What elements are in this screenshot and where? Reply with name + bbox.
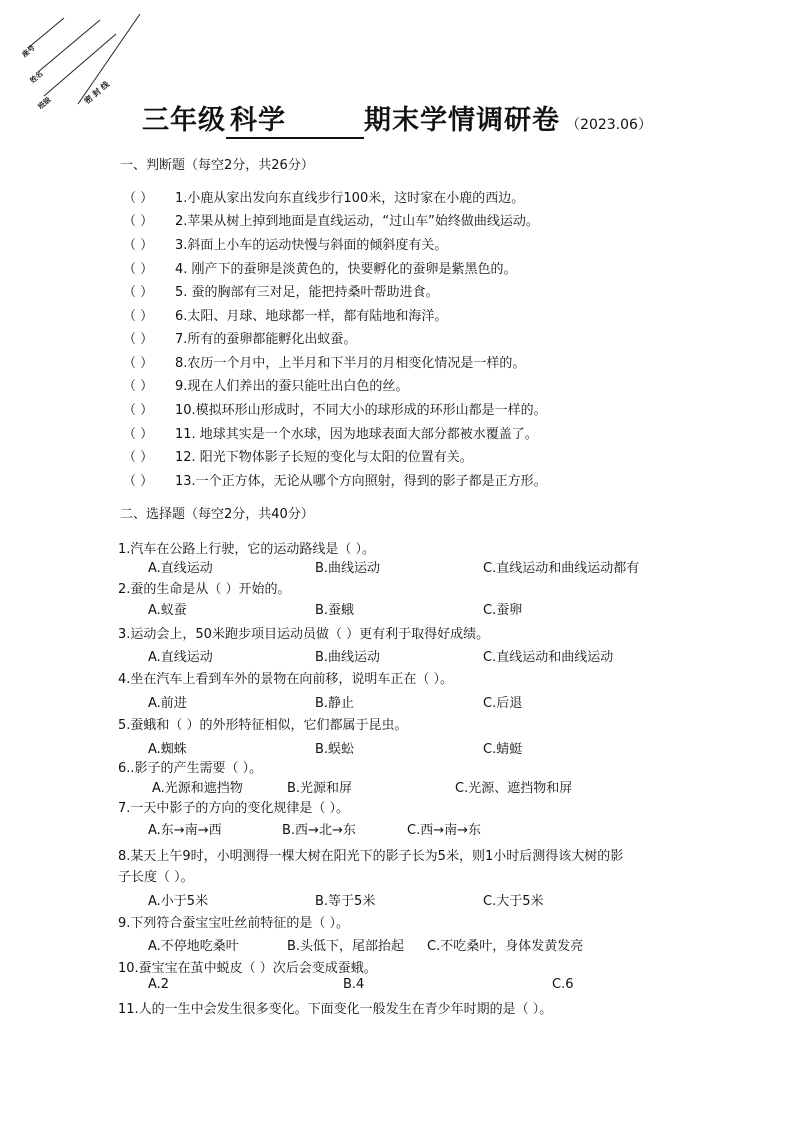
option-c[interactable]: C.后退 xyxy=(483,696,523,711)
option-a[interactable]: A.2 xyxy=(148,977,170,992)
answer-blank[interactable]: （ ） xyxy=(123,356,154,371)
option-a[interactable]: A.直线运动 xyxy=(148,650,213,665)
option-c[interactable]: C.大于5米 xyxy=(483,894,544,909)
option-c[interactable]: C.蚕卵 xyxy=(483,603,523,618)
answer-blank[interactable]: （ ） xyxy=(123,214,154,229)
answer-blank[interactable]: （ ） xyxy=(123,285,154,300)
judge-item: （ ） 8.农历一个月中，上半月和下半月的月相变化情况是一样的。 xyxy=(123,352,525,371)
option-b[interactable]: B.光源和屏 xyxy=(287,781,353,796)
judge-item: （ ） 12. 阳光下物体影子长短的变化与太阳的位置有关。 xyxy=(123,446,473,465)
section2-title: 二、选择题（每空2分，共40分） xyxy=(120,507,314,522)
option-c[interactable]: C.直线运动和曲线运动 xyxy=(483,650,614,665)
option-b[interactable]: B.曲线运动 xyxy=(315,650,381,665)
judge-item: （ ） 4. 刚产下的蚕卵是淡黄色的，快要孵化的蚕卵是紫黑色的。 xyxy=(123,258,517,277)
judge-item: （ ） 9.现在人们养出的蚕只能吐出白色的丝。 xyxy=(123,375,408,394)
answer-blank[interactable]: （ ） xyxy=(123,262,154,277)
judge-item: （ ） 3.斜面上小车的运动快慢与斜面的倾斜度有关。 xyxy=(123,234,447,253)
option-a[interactable]: A.蚁蚕 xyxy=(148,603,187,618)
answer-blank[interactable]: （ ） xyxy=(123,332,154,347)
judge-item: （ ） 13.一个正方体，无论从哪个方向照射，得到的影子都是正方形。 xyxy=(123,470,547,489)
question-stem-continued: 子长度（ ）。 xyxy=(118,870,194,885)
exam-title xyxy=(0,98,794,139)
option-c[interactable]: C.直线运动和曲线运动都有 xyxy=(483,561,640,576)
question-stem: 10.蚕宝宝在茧中蜕皮（ ）次后会变成蚕蛾。 xyxy=(118,961,377,976)
question-stem: 5.蚕蛾和（ ）的外形特征相似，它们都属于昆虫。 xyxy=(118,718,408,733)
option-b[interactable]: B.蜈蚣 xyxy=(315,742,355,757)
question-stem: 1.汽车在公路上行驶，它的运动路线是（ ）。 xyxy=(118,542,376,557)
question-stem: 4.坐在汽车上看到车外的景物在向前移，说明车正在（ ）。 xyxy=(118,672,454,687)
option-b[interactable]: B.4 xyxy=(343,977,365,992)
option-b[interactable]: B.头低下，尾部抬起 xyxy=(287,939,405,954)
option-b[interactable]: B.西→北→东 xyxy=(282,823,356,838)
option-a[interactable]: A.直线运动 xyxy=(148,561,213,576)
question-stem: 6..影子的产生需要（ ）。 xyxy=(118,761,263,776)
question-stem: 2.蚕的生命是从（ ）开始的。 xyxy=(118,582,291,597)
answer-blank[interactable]: （ ） xyxy=(123,191,154,206)
class-label: 班级 xyxy=(36,95,53,111)
option-c[interactable]: C.不吃桑叶，身体发黄发亮 xyxy=(427,939,584,954)
option-b[interactable]: B.静止 xyxy=(315,696,355,711)
question-stem: 8.某天上午9时，小明测得一棵大树在阳光下的影子长为5米，则1小时后测得该大树的影 xyxy=(118,849,624,864)
seal-line-text: 密 封 线 xyxy=(82,79,112,106)
option-c[interactable]: C.光源、遮挡物和屏 xyxy=(455,781,573,796)
title-grade: 三年级 xyxy=(142,105,227,136)
option-a[interactable]: A.小于5米 xyxy=(148,894,209,909)
option-c[interactable]: C.西→南→东 xyxy=(407,823,481,838)
question-stem: 9.下列符合蚕宝宝吐丝前特征的是（ ）。 xyxy=(118,916,350,931)
name-label: 姓名 xyxy=(28,69,45,85)
title-date: （2023.06） xyxy=(566,117,652,133)
option-a[interactable]: A.东→南→西 xyxy=(148,823,222,838)
title-suffix: 期末学情调研卷 xyxy=(364,105,561,136)
judge-item: （ ） 2.苹果从树上掉到地面是直线运动，“过山车”始终做曲线运动。 xyxy=(123,210,539,229)
section1-title: 一、判断题（每空2分，共26分） xyxy=(120,158,314,173)
answer-blank[interactable]: （ ） xyxy=(123,238,154,253)
option-b[interactable]: B.等于5米 xyxy=(315,894,376,909)
answer-blank[interactable]: （ ） xyxy=(123,379,154,394)
option-a[interactable]: A.蜘蛛 xyxy=(148,742,187,757)
answer-blank[interactable]: （ ） xyxy=(123,450,154,465)
judge-item: （ ） 1.小鹿从家出发向东直线步行100米，这时家在小鹿的西边。 xyxy=(123,187,524,206)
option-c[interactable]: C.蜻蜓 xyxy=(483,742,523,757)
answer-blank[interactable]: （ ） xyxy=(123,427,154,442)
option-b[interactable]: B.曲线运动 xyxy=(315,561,381,576)
answer-blank[interactable]: （ ） xyxy=(123,403,154,418)
option-a[interactable]: A.不停地吃桑叶 xyxy=(148,939,239,954)
option-a[interactable]: A.光源和遮挡物 xyxy=(152,781,243,796)
question-stem: 11.人的一生中会发生很多变化。下面变化一般发生在青少年时期的是（ ）。 xyxy=(118,1002,553,1017)
title-subject: 科学 xyxy=(226,98,364,139)
judge-item: （ ） 7.所有的蚕卵都能孵化出蚁蚕。 xyxy=(123,328,356,347)
seat-label: 座号 xyxy=(20,43,37,59)
judge-item: （ ） 10.模拟环形山形成时，不同大小的球形成的环形山都是一样的。 xyxy=(123,399,547,418)
judge-item: （ ） 11. 地球其实是一个水球，因为地球表面大部分都被水覆盖了。 xyxy=(123,423,538,442)
option-a[interactable]: A.前进 xyxy=(148,696,187,711)
judge-item: （ ） 5. 蚕的胸部有三对足，能把持桑叶帮助进食。 xyxy=(123,281,439,300)
judge-item: （ ） 6.太阳、月球、地球都一样，都有陆地和海洋。 xyxy=(123,305,447,324)
answer-blank[interactable]: （ ） xyxy=(123,309,154,324)
option-b[interactable]: B.蚕蛾 xyxy=(315,603,355,618)
option-c[interactable]: C.6 xyxy=(552,977,574,992)
question-stem: 3.运动会上，50米跑步项目运动员做（ ）更有利于取得好成绩。 xyxy=(118,627,490,642)
answer-blank[interactable]: （ ） xyxy=(123,474,154,489)
question-stem: 7.一天中影子的方向的变化规律是（ ）。 xyxy=(118,801,350,816)
